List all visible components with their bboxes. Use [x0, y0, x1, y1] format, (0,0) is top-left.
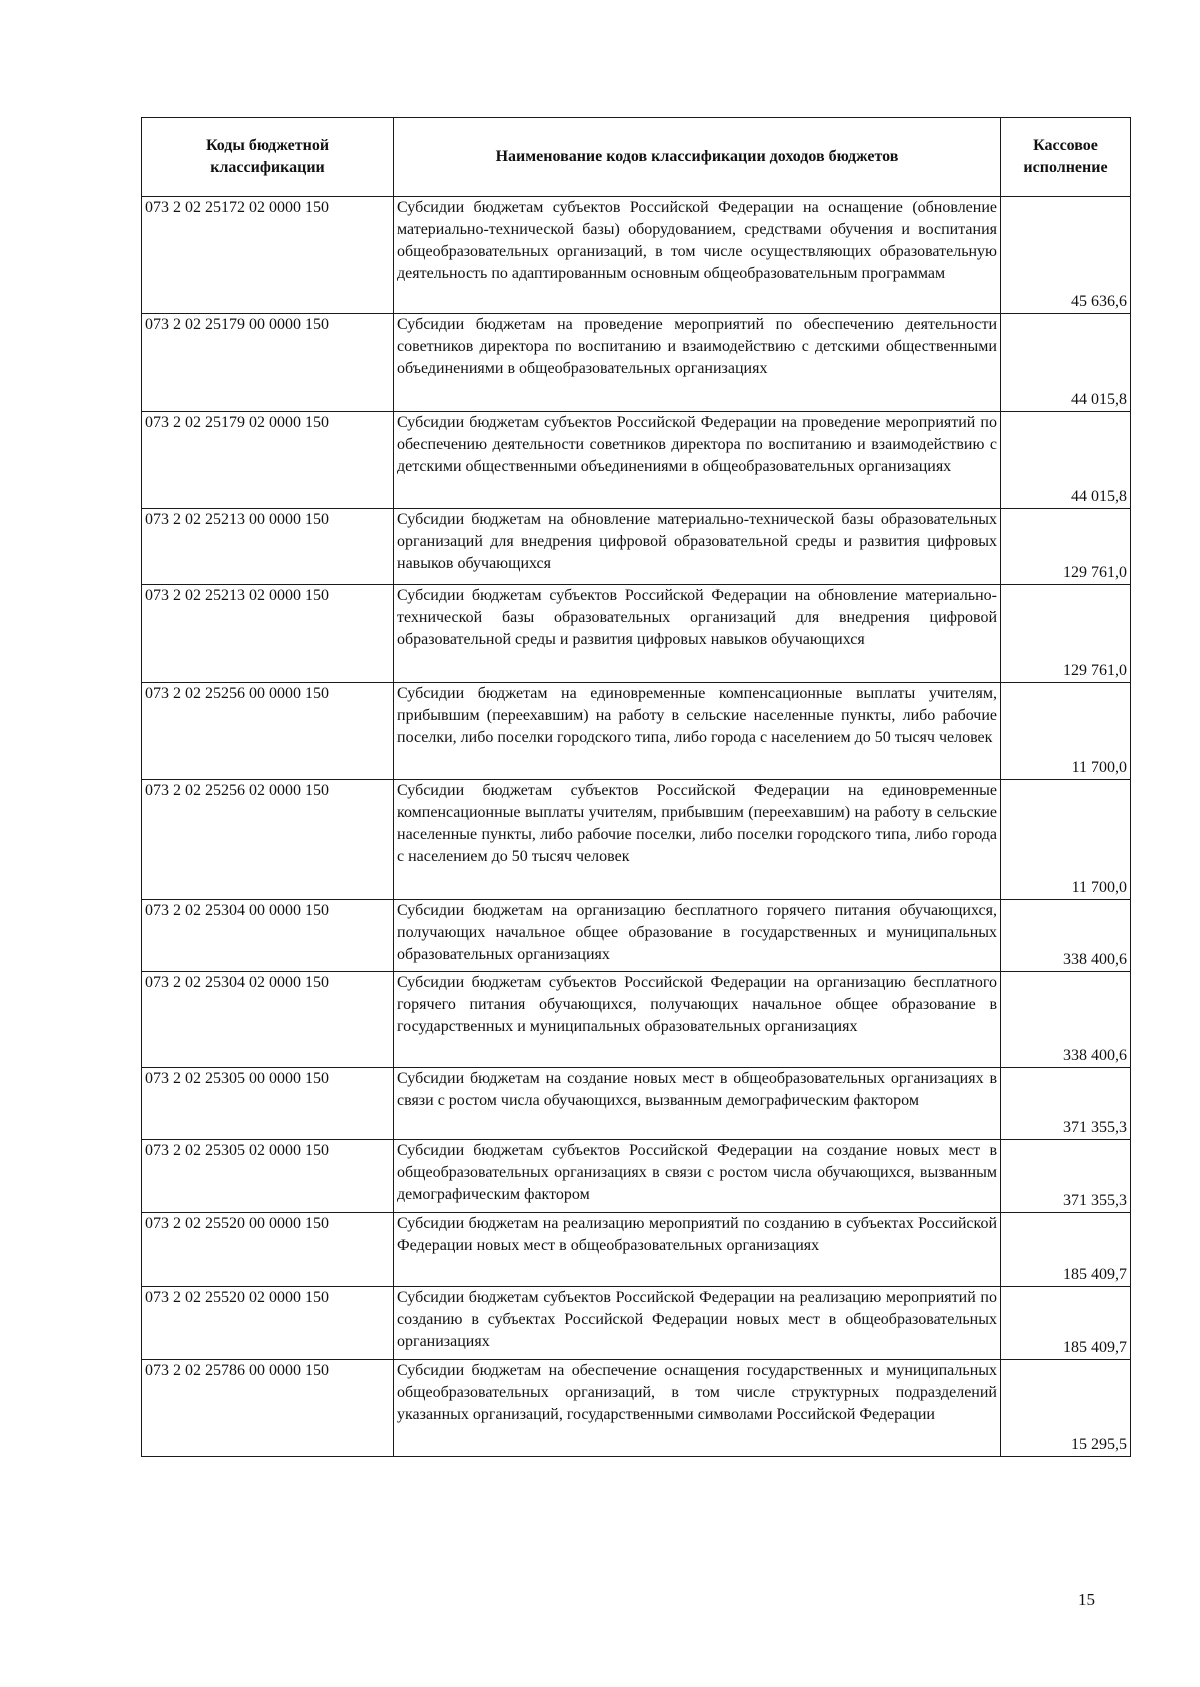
row-amount: 371 355,3 — [1001, 1140, 1131, 1213]
row-code: 073 2 02 25256 00 0000 150 — [142, 683, 394, 780]
table-row — [142, 314, 1131, 412]
row-code: 073 2 02 25304 02 0000 150 — [142, 972, 394, 1068]
row-amount: 338 400,6 — [1001, 900, 1131, 972]
row-amount: 185 409,7 — [1001, 1287, 1131, 1360]
row-name: Субсидии бюджетам субъектов Российской Федерации на оснащение (обновление материально-технической базы) оборудованием, средствами обучения и воспитания общеобразовательных организаций, в том числе осуществляющих образовательную деятельность по адаптированным основным общеобразовательным программам — [394, 197, 1001, 314]
row-name: Субсидии бюджетам субъектов Российской Федерации на проведение мероприятий по обеспечению деятельности советников директора по воспитанию и взаимодействию с детскими общественными объединениями в общеобразовательных организациях — [394, 412, 1001, 509]
table-row — [142, 780, 1131, 900]
table-row — [142, 1360, 1131, 1457]
row-code: 073 2 02 25213 00 0000 150 — [142, 509, 394, 585]
table-row — [142, 585, 1131, 683]
row-amount: 185 409,7 — [1001, 1213, 1131, 1287]
row-name: Субсидии бюджетам на организацию бесплатного горячего питания обучающихся, получающих начальное общее образование в государственных и муниципальных образовательных организациях — [394, 900, 1001, 972]
table-row — [142, 412, 1131, 509]
header-name: Наименование кодов классификации доходов бюджетов — [394, 118, 1001, 197]
row-name: Субсидии бюджетам на обеспечение оснащения государственных и муниципальных общеобразовательных организаций, в том числе структурных подразделений указанных организаций, государственными символами Российской Федерации — [394, 1360, 1001, 1457]
row-code: 073 2 02 25304 00 0000 150 — [142, 900, 394, 972]
table-row — [142, 900, 1131, 972]
row-amount: 44 015,8 — [1001, 412, 1131, 509]
row-code: 073 2 02 25786 00 0000 150 — [142, 1360, 394, 1457]
row-name: Субсидии бюджетам субъектов Российской Федерации на создание новых мест в общеобразовательных организациях в связи с ростом числа обучающихся, вызванным демографическим фактором — [394, 1140, 1001, 1213]
row-amount: 11 700,0 — [1001, 780, 1131, 900]
table-row — [142, 1213, 1131, 1287]
row-code: 073 2 02 25520 02 0000 150 — [142, 1287, 394, 1360]
header-code: Коды бюджетной классификации — [142, 118, 394, 197]
row-code: 073 2 02 25179 02 0000 150 — [142, 412, 394, 509]
table-row — [142, 509, 1131, 585]
row-name: Субсидии бюджетам субъектов Российской Федерации на организацию бесплатного горячего питания обучающихся, получающих начальное общее образование в государственных и муниципальных образовательных организациях — [394, 972, 1001, 1068]
row-amount: 11 700,0 — [1001, 683, 1131, 780]
row-name: Субсидии бюджетам на реализацию мероприятий по созданию в субъектах Российской Федерации новых мест в общеобразовательных организациях — [394, 1213, 1001, 1287]
table-row — [142, 683, 1131, 780]
row-code: 073 2 02 25256 02 0000 150 — [142, 780, 394, 900]
row-amount: 371 355,3 — [1001, 1068, 1131, 1140]
row-code: 073 2 02 25305 00 0000 150 — [142, 1068, 394, 1140]
table-row — [142, 972, 1131, 1068]
page-number: 15 — [1078, 1590, 1095, 1609]
row-amount: 129 761,0 — [1001, 509, 1131, 585]
row-name: Субсидии бюджетам на единовременные компенсационные выплаты учителям, прибывшим (переехавшим) на работу в сельские населенные пункты, либо рабочие поселки, либо поселки городского типа, либо города с населением до 50 тысяч человек — [394, 683, 1001, 780]
table-row — [142, 1140, 1131, 1213]
row-code: 073 2 02 25179 00 0000 150 — [142, 314, 394, 412]
row-name: Субсидии бюджетам на обновление материально-технической базы образовательных организаций для внедрения цифровой образовательной среды и развития цифровых навыков обучающихся — [394, 509, 1001, 585]
row-name: Субсидии бюджетам субъектов Российской Федерации на реализацию мероприятий по созданию в субъектах Российской Федерации новых мест в общеобразовательных организациях — [394, 1287, 1001, 1360]
row-code: 073 2 02 25305 02 0000 150 — [142, 1140, 394, 1213]
table-header-row — [142, 118, 1131, 197]
row-name: Субсидии бюджетам на проведение мероприятий по обеспечению деятельности советников директора по воспитанию и взаимодействию с детскими общественными объединениями в общеобразовательных организациях — [394, 314, 1001, 412]
row-amount: 45 636,6 — [1001, 197, 1131, 314]
row-name: Субсидии бюджетам субъектов Российской Федерации на обновление материально-технической базы образовательных организаций для внедрения цифровой образовательной среды и развития цифровых навыков обучающихся — [394, 585, 1001, 683]
header-amount: Кассовое исполнение — [1001, 118, 1131, 197]
row-amount: 44 015,8 — [1001, 314, 1131, 412]
row-code: 073 2 02 25213 02 0000 150 — [142, 585, 394, 683]
row-code: 073 2 02 25520 00 0000 150 — [142, 1213, 394, 1287]
table-row — [142, 1287, 1131, 1360]
row-amount: 15 295,5 — [1001, 1360, 1131, 1457]
budget-revenue-table — [141, 117, 1131, 1457]
table-row — [142, 197, 1131, 314]
table-row — [142, 1068, 1131, 1140]
row-code: 073 2 02 25172 02 0000 150 — [142, 197, 394, 314]
row-amount: 338 400,6 — [1001, 972, 1131, 1068]
row-name: Субсидии бюджетам субъектов Российской Федерации на единовременные компенсационные выплаты учителям, прибывшим (переехавшим) на работу в сельские населенные пункты, либо рабочие поселки, либо поселки городского типа, либо города с населением до 50 тысяч человек — [394, 780, 1001, 900]
row-name: Субсидии бюджетам на создание новых мест в общеобразовательных организациях в связи с ростом числа обучающихся, вызванным демографическим фактором — [394, 1068, 1001, 1140]
row-amount: 129 761,0 — [1001, 585, 1131, 683]
